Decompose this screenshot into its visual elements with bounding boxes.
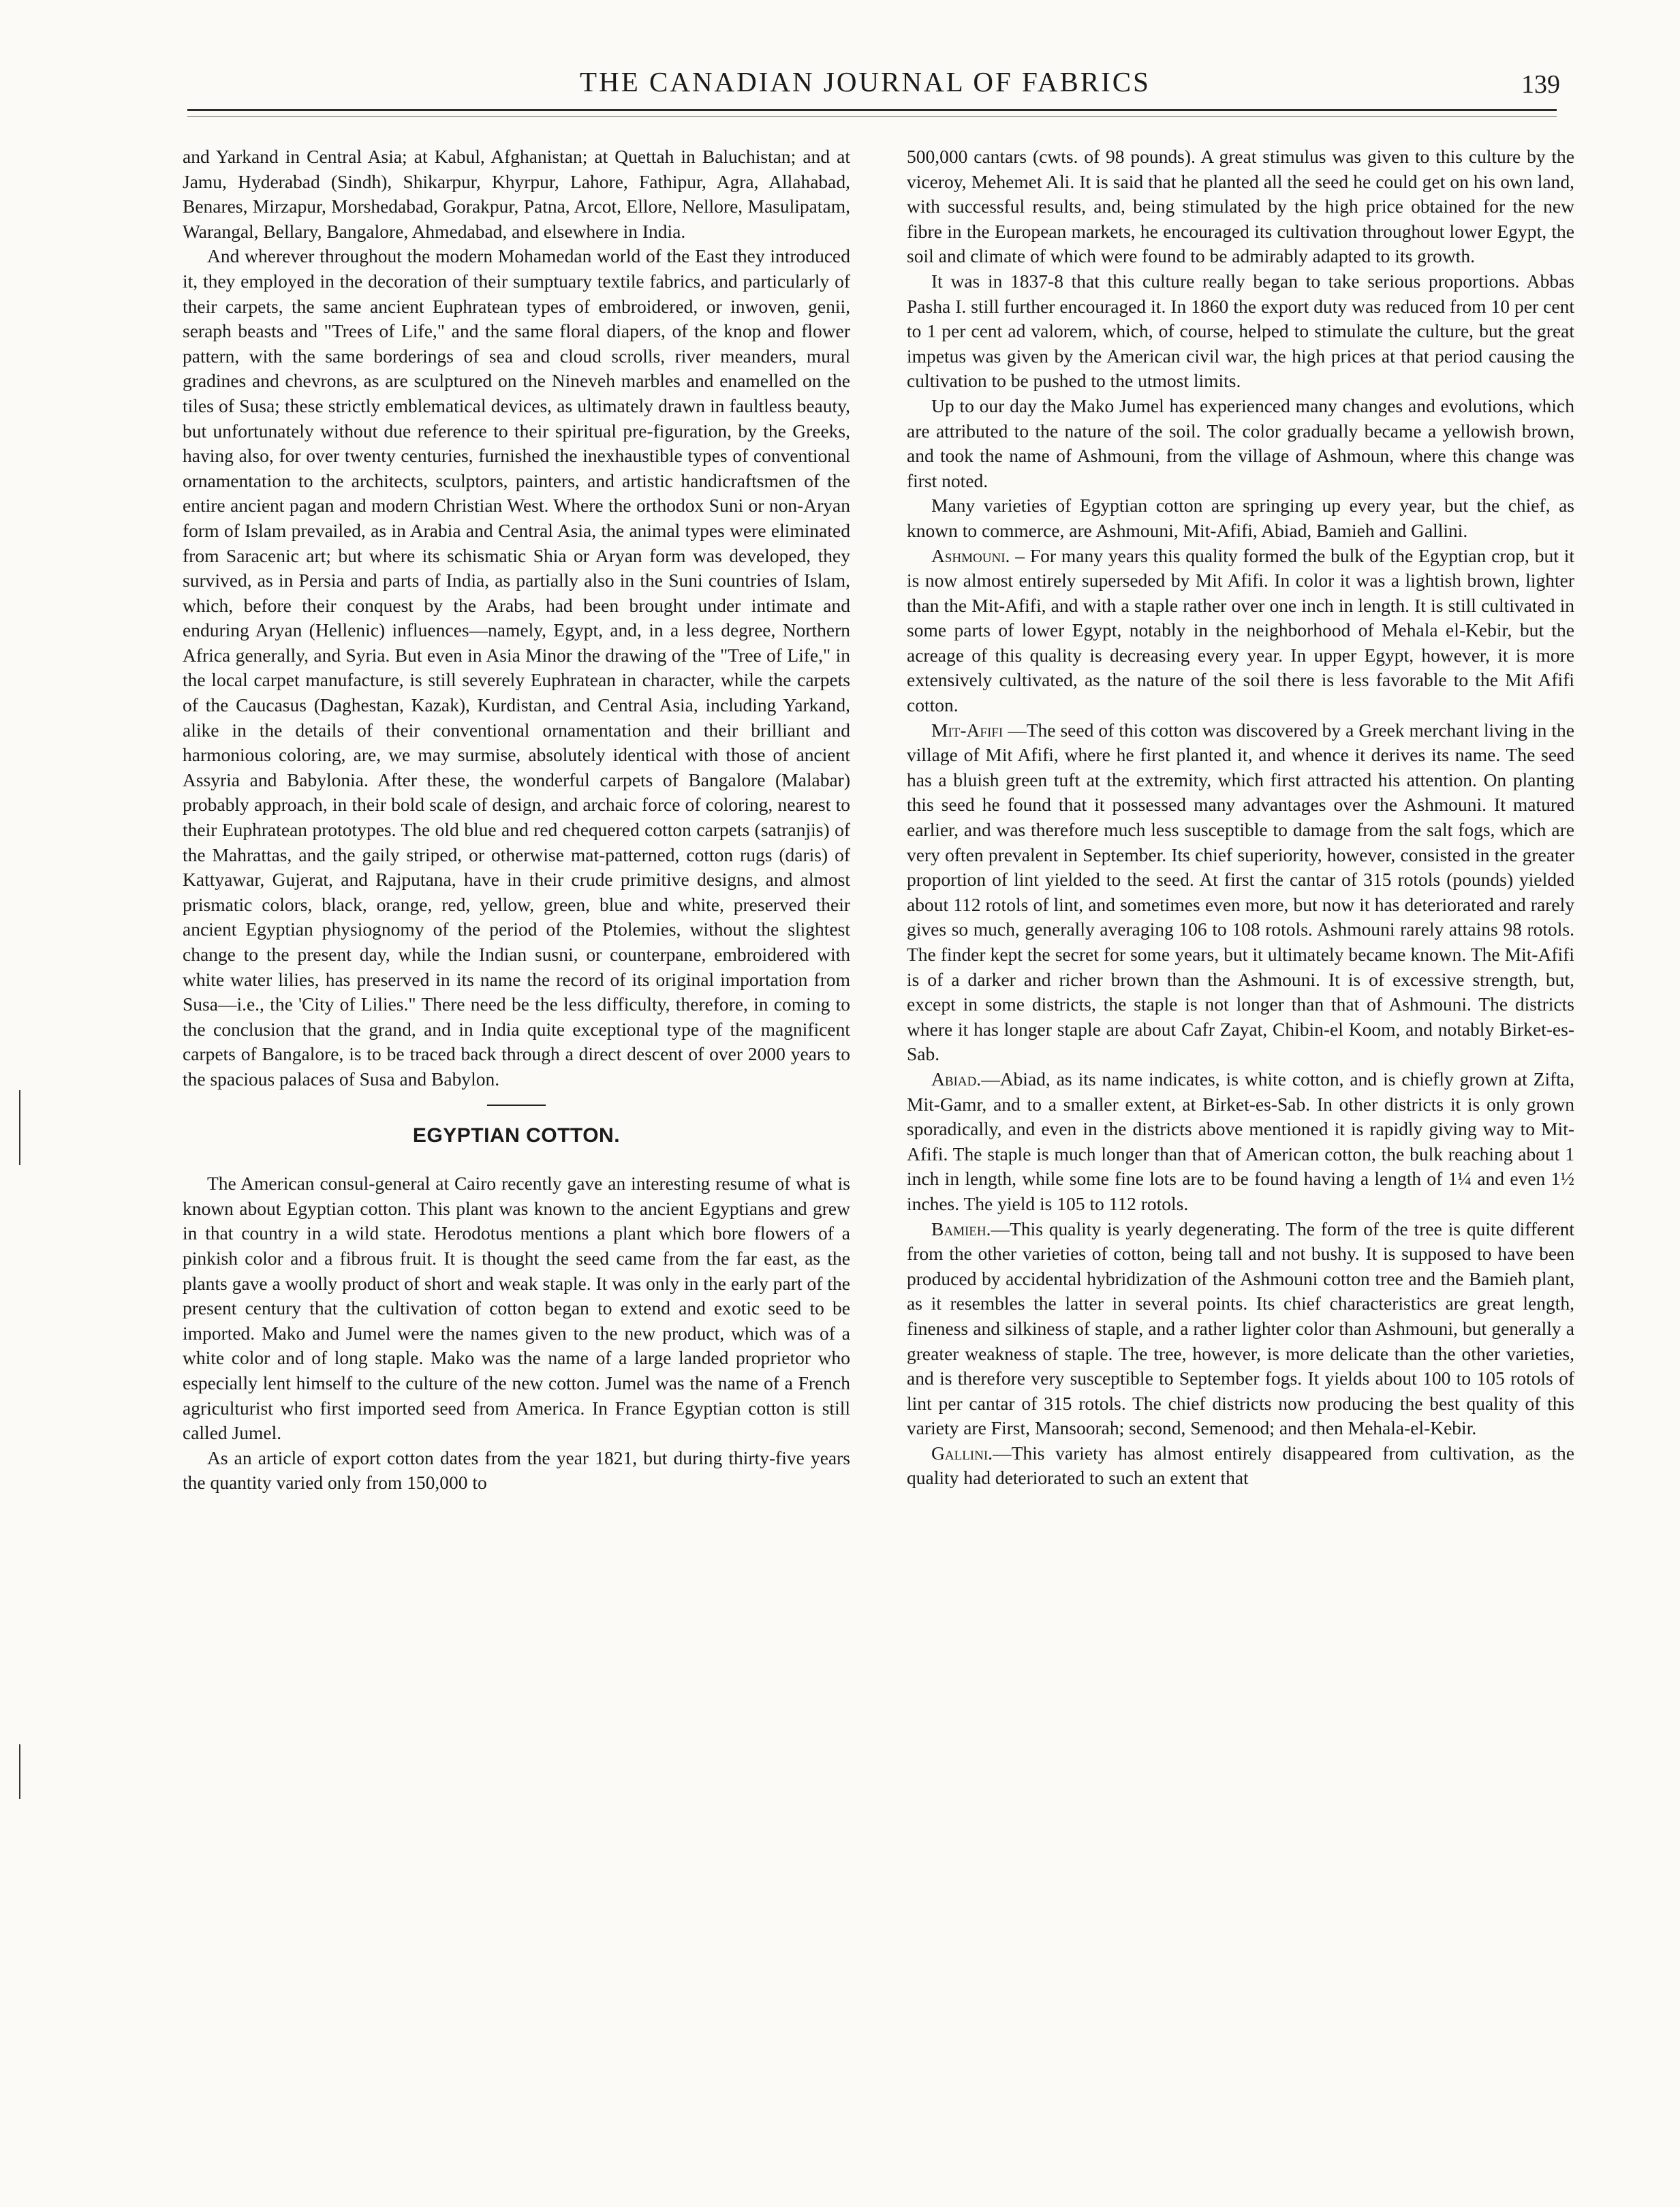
paragraph-text: —The seed of this cotton was discovered by a Greek merchant living in the village of Mit Afifi, where he first planted it, and whence it derives its name. The seed has a bluish green tuft at the extremity, which first attracted his attention. On planting this seed he found that it possessed many advantages over the Ashmouni. It matured earlier, and was therefore much less susceptible to damage from the salt fogs, which are very often prevalent in September. Its chief superiority, however, consisted in the greater proportion of lint yielded to the seed. At first the cantar of 315 rotols (pounds) yielded about 112 rotols of lint, and sometimes even more, but now it has deteriorated and rarely gives so much, generally averaging 106 to 108 rotols. Ashmouni rarely attains 98 rotols. The finder kept the secret for some years, but it ultimately became known. The Mit-Afifi is of a darker and richer brown than the Ashmouni. It is of excessive strength, but, except in some districts, the staple is not longer than that of Ashmouni. The districts where it has longer staple are about Cafr Zayat, Chibin-el Koom, and notably Birket-es-Sab. xyxy=(907,719,1574,1065)
paragraph-text: —This quality is yearly degenerating. The form of the tree is quite different from the other varieties of cotton, being tall and not bushy. It is supposed to have been produced by accidental hybridization of the Ashmouni cotton tree and the Bamieh plant, as it resembles the latter in several points. Its chief characteristics are great length, fineness and silkiness of staple, and a rather lighter color than Ashmouni, but generally a greater weakness of staple. The tree, however, is more delicate than the other varieties, and is therefore very susceptible to September fogs. It yields about 100 to 105 rotols of lint per cantar of 315 rotols. The chief districts now producing the best quality of this variety are First, Mansoorah; second, Semenood; and then Mehala-el-Kebir. xyxy=(907,1218,1574,1439)
variety-heading: Gallini. xyxy=(931,1442,993,1464)
paragraph: and Yarkand in Central Asia; at Kabul, Afghanistan; at Quettah in Baluchistan; and at Jamu, Hyderabad (Sindh), Shikarpur, Khyrpur, Lahore, Fathipur, Agra, Allahabad, Benares, Mirzapur, Morshedabad, Gorakpur, Patna, Arcot, Ellore, Nellore, Masulipatam, Warangal, Bellary, Bangalore, Ahmedabad, and elsewhere in India. xyxy=(183,146,850,242)
paragraph xyxy=(907,1217,1574,1441)
variety-heading: Abiad. xyxy=(931,1068,982,1090)
journal-title: THE CANADIAN JOURNAL OF FABRICS xyxy=(580,66,1151,97)
paragraph xyxy=(907,718,1574,1067)
margin-mark xyxy=(19,1090,20,1165)
margin-mark xyxy=(19,1744,20,1799)
paragraph xyxy=(907,493,1574,543)
right-column xyxy=(907,144,1574,1491)
paragraph xyxy=(907,544,1574,718)
page-number: 139 xyxy=(1521,70,1560,99)
paragraph: As an article of export cotton dates from the year 1821, but during thirty-five years the quantity varied only from 150,000 to xyxy=(183,1447,850,1494)
variety-heading: Ashmouni. xyxy=(931,544,1010,566)
paragraph-text: – For many years this quality formed the bulk of the Egyptian crop, but it is now almost entirely superseded by Mit Afifi. In color it was a lightish brown, lighter than the Mit-Afifi, and with a staple rather over one inch in length. It is still cultivated in some parts of lower Egypt, notably in the neighborhood of Mehala el-Kebir, but the acreage of this quality is decreasing every year. In upper Egypt, however, it is more extensively cultivated, as the nature of the soil there is less favorable to the Mit Afifi cotton. xyxy=(907,544,1574,716)
paragraph xyxy=(907,269,1574,394)
paragraph-text: It was in 1837-8 that this culture really began to take serious proportions. Abbas Pasha I. still further encouraged it. In 1860 the export duty was reduced from 10 per cent to 1 per cent ad valorem, which, of course, helped to stimulate the culture, but the great impetus was given by the American civil war, the high prices at that period causing the cultivation to be pushed to the utmost limits. xyxy=(907,270,1574,392)
paragraph-text: Up to our day the Mako Jumel has experienced many changes and evolutions, which are attributed to the nature of the soil. The color gradually became a yellowish brown, and took the name of Ashmouni, from the village of Ashmoun, where this change was first noted. xyxy=(907,395,1574,491)
section-title: EGYPTIAN COTTON. xyxy=(412,1124,621,1147)
paragraph: The American consul-general at Cairo recently gave an interesting resume of what is known about Egyptian cotton. This plant was known to the ancient Egyptians and grew in that country in a wild state. Herodotus mentions a plant which bore flowers of a pinkish color and a fibrous fruit. It is thought the seed came from the far east, as the plants gave a woolly product of short and weak staple. It was only in the early part of the present century that the cultivation of cotton began to extend and exotic seed to be imported. Mako and Jumel were the names given to the new product, which was of a white color and of long staple. Mako was the name of a large landed proprietor who especially lent himself to the culture of the new cotton. Jumel was the name of a French agriculturist who first imported seed from America. In France Egyptian cotton is still called Jumel. xyxy=(183,1173,850,1444)
page-header xyxy=(170,65,1560,106)
section-divider xyxy=(487,1105,546,1106)
paragraph: And wherever throughout the modern Mohamedan world of the East they introduced it, they employed in the decoration of their sumptuary textile fabrics, and particularly of their carpets, the same ancient Euphratean types of embroidered, or inwoven, genii, seraph beasts and "Trees of Life," and the same floral diapers, of the knop and flower pattern, with the same borderings of sea and cloud scrolls, river meanders, mural gradines and chevrons, as are sculptured on the Nineveh marbles and enamelled on the tiles of Susa; these strictly emblematical devices, as ultimately drawn in faultless beauty, but unfortunately without due reference to their spiritual pre-figuration, by the Greeks, having also, for over twenty centuries, furnished the inexhaustible types of conventional ornamentation to the architects, sculptors, painters, and artistic handicraftsmen of the entire ancient pagan and modern Christian West. Where the orthodox Suni or non-Aryan form of Islam prevailed, as in Arabia and Central Asia, the animal types were eliminated from Saracenic art; but where its schismatic Shia or Aryan form was developed, they survived, as in Persia and parts of India, as partially also in the Suni countries of Islam, which, before their conquest by the Arabs, had been brought under intimate and enduring Aryan (Hellenic) influences—namely, Egypt, and, in a less degree, Northern Africa generally, and Syria. But even in Asia Minor the drawing of the "Tree of Life," in the local carpet manufacture, is still severely Euphratean in character, while the carpets of the Caucasus (Daghestan, Kazak), Kurdistan, and Central Asia, including Yarkand, alike in the details of their conventional ornamentation and their brilliant and harmonious coloring, are, we may surmise, absolutely identical with those of ancient Assyria and Babylonia. After these, the wonderful carpets of Bangalore (Malabar) probably approach, in their bold scale of design, and archaic force of coloring, nearest to their Euphratean prototypes. The old blue and red chequered cotton carpets (satranjis) of the Mahrattas, and the gaily striped, or otherwise mat-patterned, cotton rugs (daris) of Kattyawar, Gujerat, and Rajputana, have in their crude primitive designs, and almost prismatic colors, black, orange, red, yellow, green, blue and white, preserved their ancient Egyptian physiognomy of the period of the Ptolemies, without the slightest change to the present day, while the Indian susni, or counterpane, embroidered with white water lilies, has preserved in its name the record of its original importation from Susa—i.e., the 'City of Lilies." There need be the less difficulty, therefore, in coming to the conclusion that the grand, and in India quite exceptional type of the magnificent carpets of Bangalore, is to be traced back through a direct descent of over 2000 years to the spacious palaces of Susa and Babylon. xyxy=(183,245,850,1090)
paragraph-text: Many varieties of Egyptian cotton are springing up every year, but the chief, as known to commerce, are Ashmouni, Mit-Afifi, Abiad, Bamieh and Gallini. xyxy=(907,495,1574,541)
paragraph-text: 500,000 cantars (cwts. of 98 pounds). A great stimulus was given to this culture by the viceroy, Mehemet Ali. It is said that he planted all the seed he could get on his own land, with successful results, and, being stimulated by the high price obtained for the new fibre in the European markets, he encouraged its cultivation throughout lower Egypt, the soil and climate of which were found to be admirably adapted to its growth. xyxy=(907,146,1574,267)
paragraph xyxy=(907,1067,1574,1217)
paragraph-text: —Abiad, as its name indicates, is white cotton, and is chiefly grown at Zifta, Mit-Gamr, and to a smaller extent, at Birket-es-Sab. In other districts it is only grown sporadically, and even in the districts above mentioned it is rapidly giving way to Mit-Afifi. The staple is much longer than that of American cotton, the bulk reaching about 1 inch in length, while some fine lots are to be found having a length of 1¼ and even 1½ inches. The yield is 105 to 112 rotols. xyxy=(907,1068,1574,1214)
header-rule-thin xyxy=(187,116,1557,117)
variety-heading: Mit-Afifi xyxy=(931,719,1004,741)
paragraph xyxy=(907,394,1574,493)
left-column xyxy=(183,144,850,1496)
header-rule xyxy=(187,109,1557,111)
variety-heading: Bamieh. xyxy=(931,1218,991,1239)
paragraph xyxy=(907,144,1574,269)
paragraph-text: —This variety has almost entirely disappeared from cultivation, as the quality had deteriorated to such an extent that xyxy=(907,1442,1574,1489)
paragraph xyxy=(907,1441,1574,1491)
